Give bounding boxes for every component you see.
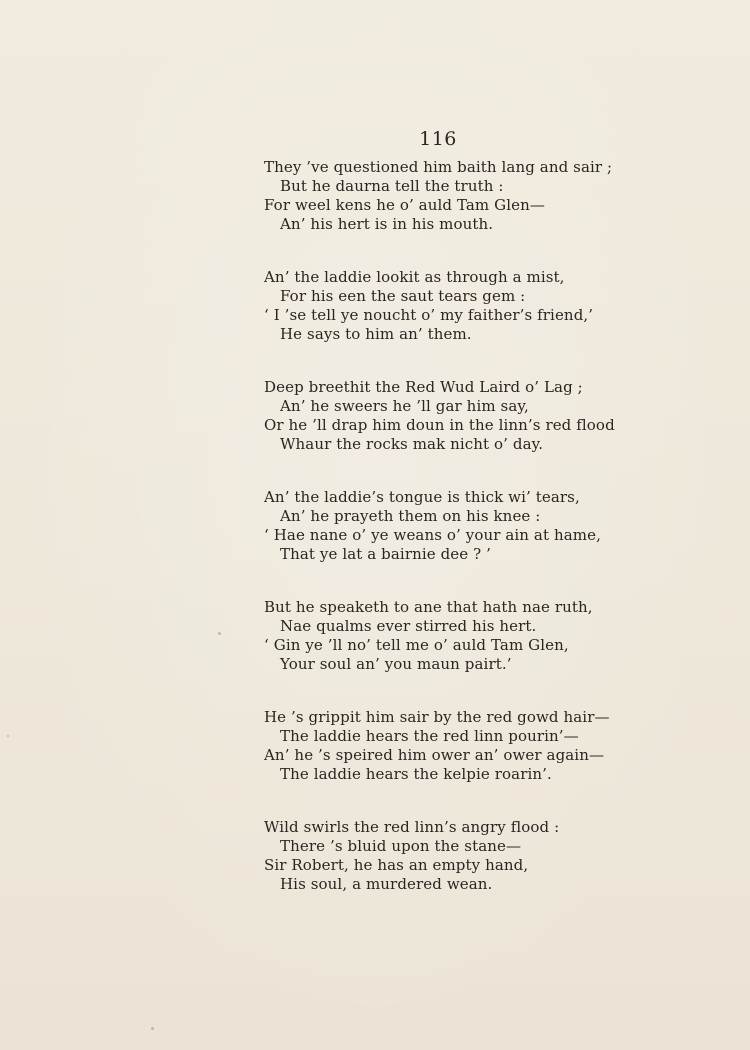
poem-line: For his een the saut tears gem :: [280, 287, 526, 305]
poem-line: He says to him an’ them.: [280, 325, 472, 343]
stanza-2: [264, 268, 664, 344]
poem-line: Nae qualms ever stirred his hert.: [280, 617, 537, 635]
stanza-4: [264, 488, 664, 564]
poem-line: ‘ Hae nane o’ ye weans o’ your ain at hame,: [264, 526, 601, 544]
poem-line: Sir Robert, he has an empty hand,: [264, 856, 529, 874]
poem-line: The laddie hears the red linn pourin’—: [280, 727, 579, 745]
poem-line: ‘ I ’se tell ye noucht o’ my faither’s friend,’: [264, 306, 594, 324]
stanza-7: [264, 818, 664, 894]
poem-line: ‘ Gin ye ’ll no’ tell me o’ auld Tam Glen,: [264, 636, 569, 654]
stanza-5: [264, 598, 664, 674]
poem-line: The laddie hears the kelpie roarin’.: [280, 765, 552, 783]
poem-line: Wild swirls the red linn’s angry flood :: [264, 818, 560, 836]
poem-line: Whaur the rocks mak nicht o’ day.: [280, 435, 544, 453]
paper-speck: [7, 735, 9, 737]
stanza-1: [264, 158, 664, 234]
poem-line: There ’s bluid upon the stane—: [280, 837, 522, 855]
poem-line: They ’ve questioned him baith lang and sair ;: [264, 158, 613, 176]
poem-line: That ye lat a bairnie dee ? ’: [280, 545, 491, 563]
poem-line: But he speaketh to ane that hath nae ruth,: [264, 598, 593, 616]
poem-line: His soul, a murdered wean.: [280, 875, 493, 893]
poem-line: An’ the laddie’s tongue is thick wi’ tears,: [264, 488, 580, 506]
poem-line: He ’s grippit him sair by the red gowd hair—: [264, 708, 610, 726]
poem-line: Deep breethit the Red Wud Laird o’ Lag ;: [264, 378, 583, 396]
poem-line: For weel kens he o’ auld Tam Glen—: [264, 196, 545, 214]
poem-line: An’ he prayeth them on his knee :: [280, 507, 541, 525]
poem-line: An’ he ’s speired him ower an’ ower again—: [264, 746, 605, 764]
paper-speck: [218, 632, 221, 635]
stanza-3: [264, 378, 664, 454]
poem-line: Or he ’ll drap him doun in the linn’s red flood: [264, 416, 615, 434]
page-number: 116: [419, 128, 457, 150]
poem-line: But he daurna tell the truth :: [280, 177, 504, 195]
poem-line: An’ the laddie lookit as through a mist,: [264, 268, 565, 286]
poem-line: An’ he sweers he ’ll gar him say,: [280, 397, 529, 415]
poem-line: An’ his hert is in his mouth.: [280, 215, 494, 233]
paper-speck: [151, 1027, 154, 1030]
poem-line: Your soul an’ you maun pairt.’: [280, 655, 512, 673]
poem-text: [264, 158, 664, 928]
stanza-6: [264, 708, 664, 784]
